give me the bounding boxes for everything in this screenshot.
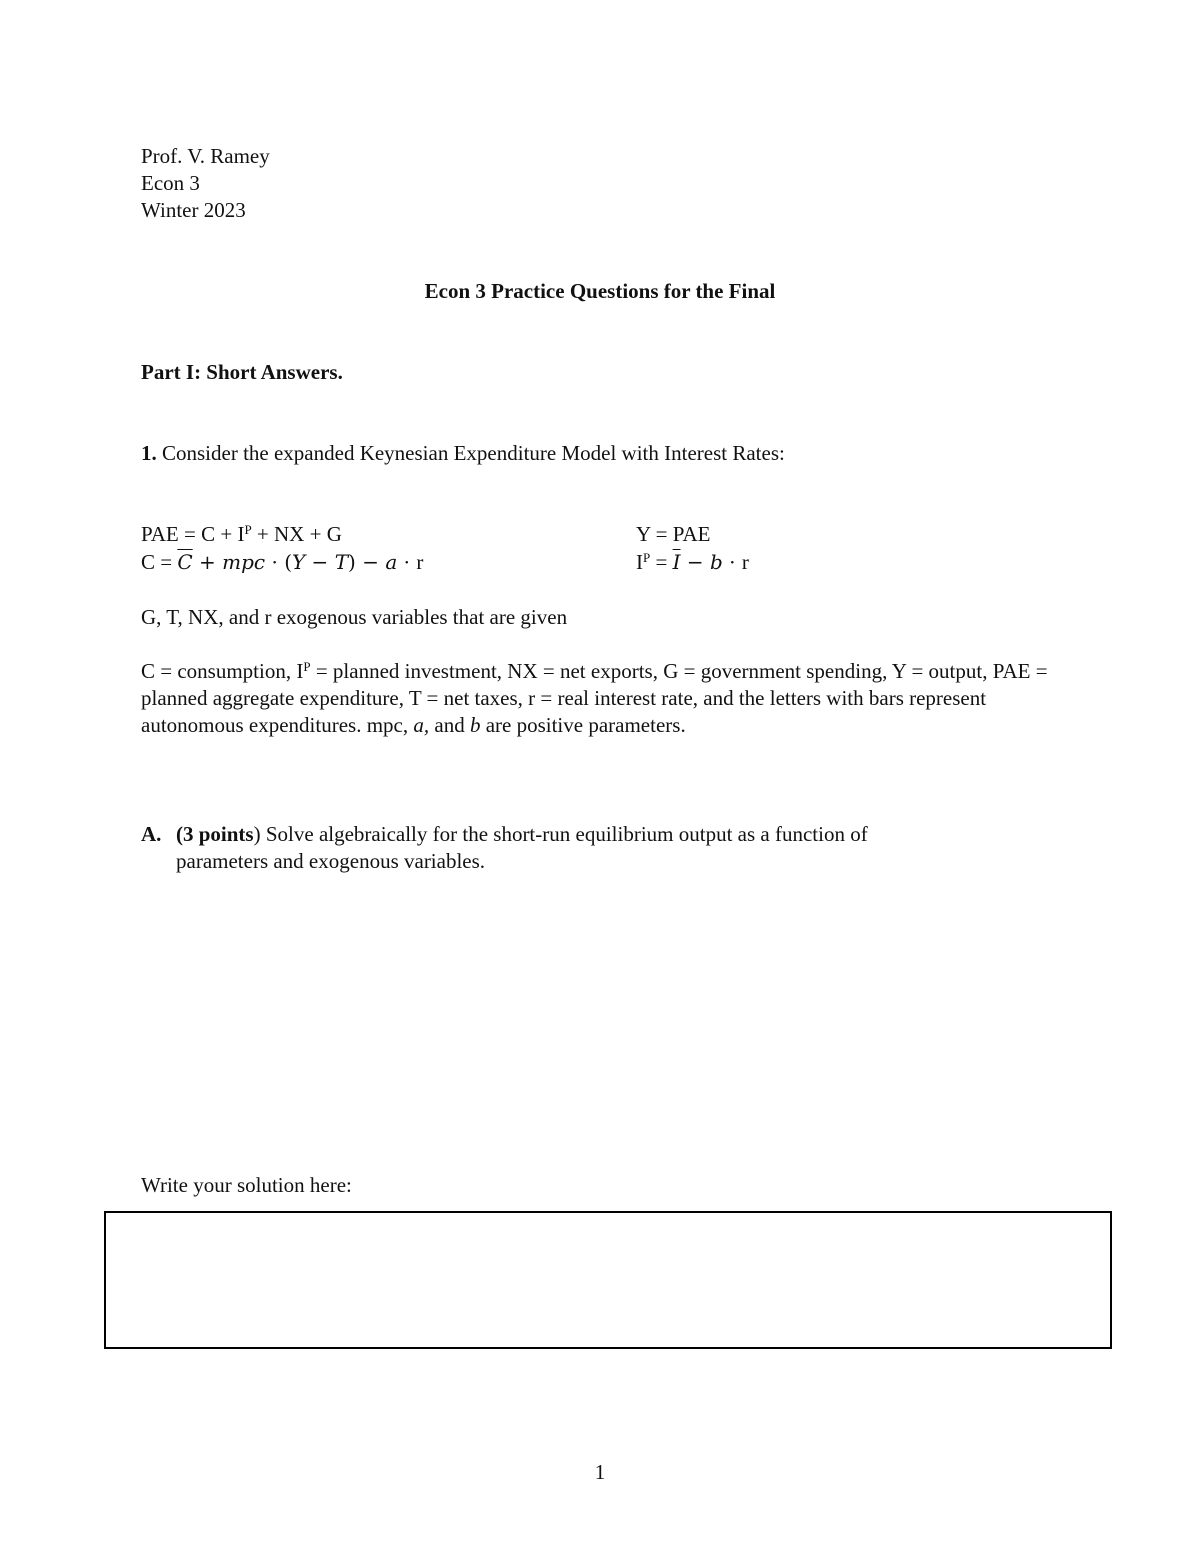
part-heading: Part I: Short Answers.: [141, 360, 343, 384]
question-1-intro: [141, 441, 785, 466]
equation-pae-lhs: PAE = C + I: [141, 522, 245, 546]
part-a-label: A.: [141, 822, 162, 846]
definitions-sup: P: [303, 659, 311, 674]
part-a-paren: ): [253, 822, 261, 846]
document-title: Econ 3 Practice Questions for the Final: [424, 279, 776, 303]
page-number: 1: [594, 1460, 606, 1484]
consumption-minus: −: [305, 550, 335, 574]
investment-sup: P: [643, 550, 651, 565]
equation-pae: [141, 522, 342, 547]
consumption-autonomous: $\overline{C}$: [177, 550, 193, 574]
part-a-points: (3 points: [176, 822, 254, 846]
equation-consumption: [141, 550, 423, 575]
investment-lhs: I: [636, 550, 643, 574]
consumption-dot2: ·: [397, 550, 417, 574]
consumption-dot1: · (: [265, 550, 292, 574]
definitions-part3: and: [429, 713, 470, 737]
consumption-a: a: [385, 550, 398, 574]
investment-minus: −: [680, 550, 710, 574]
consumption-close: ) −: [348, 550, 386, 574]
consumption-lhs: C =: [141, 550, 178, 574]
definitions-b: b: [469, 713, 481, 737]
investment-r: r: [741, 550, 749, 574]
part-a-question: [176, 822, 868, 847]
equation-pae-rhs: + NX + G: [251, 522, 342, 546]
definitions-a: a,: [413, 713, 430, 737]
consumption-op1: +: [192, 550, 223, 574]
consumption-y: Y: [292, 550, 306, 574]
definitions-part4: are positive parameters.: [480, 713, 686, 737]
investment-eq: =: [650, 550, 673, 574]
consumption-r: r: [416, 550, 424, 574]
exogenous-note: G, T, NX, and r exogenous variables that are given: [141, 605, 568, 629]
definitions-part2: = planned investment, NX = net exports, G = government spending, Y = output, PAE = planned aggregate expenditure, T = net taxes, r = real interest rate, and the letters with bars represent autonomous expenditures. mpc,: [141, 659, 1048, 737]
part-a-text: Solve algebraically for the short-run equilibrium output as a function of: [260, 822, 868, 846]
definitions-part1: C = consumption, I: [141, 659, 304, 683]
course-name: Econ 3: [141, 171, 200, 195]
equation-equilibrium: Y = PAE: [636, 522, 711, 546]
equation-pae-sup: P: [244, 522, 252, 537]
question-number: 1.: [141, 441, 157, 465]
investment-dot: ·: [722, 550, 742, 574]
question-text: Consider the expanded Keynesian Expenditure Model with Interest Rates:: [162, 441, 785, 465]
solution-answer-box[interactable]: [104, 1211, 1112, 1349]
investment-b: b: [709, 550, 723, 574]
investment-autonomous: $\overline{I}$: [672, 550, 681, 574]
definitions-paragraph: [141, 658, 1061, 739]
professor-name: Prof. V. Ramey: [141, 144, 270, 168]
consumption-mpc: mpc: [222, 550, 266, 574]
solution-prompt: Write your solution here:: [141, 1173, 352, 1197]
equation-investment: [636, 550, 749, 575]
consumption-t: T: [334, 550, 349, 574]
term: Winter 2023: [141, 198, 246, 222]
part-a-question-line2: parameters and exogenous variables.: [176, 849, 486, 873]
